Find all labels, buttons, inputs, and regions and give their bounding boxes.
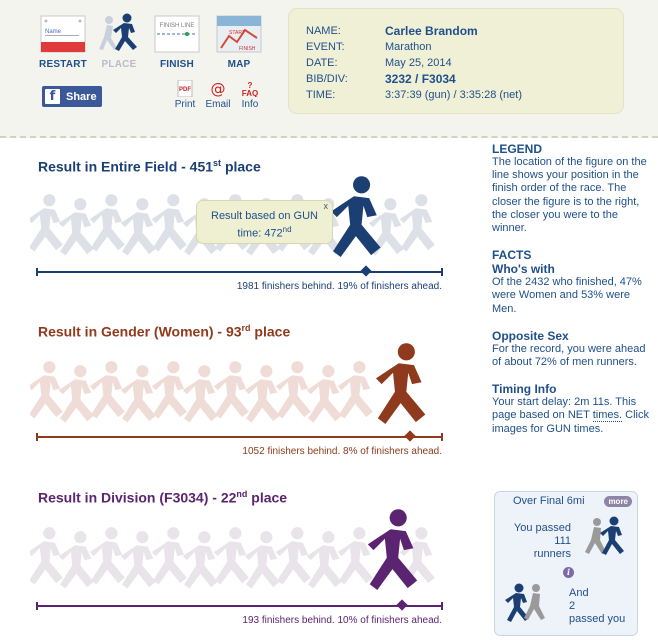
finish-label: FINISH — [160, 59, 194, 70]
ghost-runner-icon — [307, 365, 342, 422]
ghost-runner-icon — [90, 361, 125, 418]
race-bib-icon — [39, 12, 87, 56]
division-runner-crowd[interactable] — [30, 509, 450, 607]
field-position-track — [36, 271, 443, 273]
legend-heading: LEGEND — [492, 142, 543, 156]
print-label: Print — [174, 99, 196, 110]
share-label: Share — [66, 90, 97, 103]
map-button[interactable] — [214, 12, 264, 70]
print-button[interactable] — [168, 80, 202, 110]
gender-result-section — [30, 323, 450, 463]
pdf-icon — [174, 80, 196, 97]
division-behind-text: 193 finishers behind. 10% of finishers ahead. — [242, 615, 442, 626]
ghost-runner-icon — [59, 531, 94, 588]
ghost-runner-icon — [59, 198, 94, 255]
ghost-runner-icon — [30, 194, 63, 251]
ghost-runner-icon — [121, 365, 156, 422]
final-6mi-box — [494, 491, 638, 636]
passing-runners-icon — [581, 514, 631, 564]
ghost-runner-icon — [152, 194, 187, 251]
legend-text: The location of the figure on the line shows your position in the finish order of the race. The closer the figure is to the right, the closer you were to the winner. — [492, 156, 647, 235]
svg-text:FAQ: FAQ — [241, 89, 259, 97]
whos-with-text: Of the 2432 who finished, 47% were Women and 53% were Men. — [492, 276, 642, 315]
gun-tip-line-1: Result based on GUN — [211, 210, 318, 222]
ghost-runner-icon — [400, 194, 435, 251]
facebook-icon: f — [45, 89, 60, 104]
ghost-runner-icon — [183, 365, 218, 422]
runner-name: Carlee Brandom — [385, 24, 478, 38]
place-button[interactable] — [94, 12, 144, 70]
net-times-link[interactable]: times. — [592, 409, 623, 422]
passed-by-runners-icon — [503, 580, 553, 630]
ghost-runner-icon — [121, 531, 156, 588]
more-button[interactable]: more — [604, 496, 632, 507]
opposite-sex-heading: Opposite Sex — [492, 328, 569, 343]
email-button[interactable] — [201, 80, 235, 110]
ghost-runner-icon — [276, 361, 311, 418]
gender-result-title: Result in Gender (Women) - 93rd place — [38, 323, 291, 340]
map-label: MAP — [227, 59, 251, 70]
header-bar — [0, 0, 658, 138]
bib-label: BIB/DIV: — [306, 73, 348, 85]
ghost-runner-icon — [121, 198, 156, 255]
final-6mi-title: Over Final 6mi — [513, 495, 585, 507]
gun-tip-line-2: time: 472nd — [237, 225, 292, 240]
name-label: NAME: — [306, 25, 341, 37]
close-icon[interactable]: x — [323, 201, 328, 211]
event-value: Marathon — [385, 41, 432, 53]
ghost-runner-icon — [183, 531, 218, 588]
restart-label: RESTART — [39, 59, 87, 70]
bib-value: 3232 / F3034 — [385, 72, 456, 86]
facebook-share-button[interactable] — [42, 86, 102, 107]
svg-text:PDF: PDF — [179, 87, 191, 93]
timing-info-heading: Timing Info — [492, 382, 557, 397]
ghost-runner-icon — [245, 365, 280, 422]
field-behind-text: 1981 finishers behind. 19% of finishers ahead. — [236, 281, 442, 292]
svg-text:FINISH: FINISH — [239, 46, 256, 52]
info-icon[interactable]: i — [563, 567, 574, 578]
ghost-runner-icon — [30, 527, 63, 584]
info-label: Info — [241, 99, 259, 110]
passed-runners-text: You passed 111 runners — [513, 522, 571, 560]
ghost-runner-icon — [338, 527, 373, 584]
svg-text:@: @ — [210, 80, 226, 97]
email-icon — [206, 80, 230, 97]
gender-position-track — [36, 436, 443, 438]
ghost-runner-icon — [30, 361, 63, 418]
ghost-runner-icon — [245, 531, 280, 588]
faq-icon — [238, 80, 262, 97]
svg-text:?: ? — [247, 81, 253, 90]
finish-line-icon — [153, 12, 201, 56]
restart-button[interactable] — [38, 12, 88, 70]
runner-icon — [376, 343, 425, 424]
ghost-runner-icon — [307, 531, 342, 588]
timing-info-text: Your start delay: 2m 11s. This page based on NET times. Click images for GUN times. — [492, 396, 649, 435]
course-map-icon — [215, 12, 263, 56]
facts-heading: FACTS — [492, 248, 532, 263]
ghost-runner-icon — [338, 361, 373, 418]
ghost-runner-icon — [90, 194, 125, 251]
runner-place-icon — [95, 12, 143, 56]
runner-info-card — [288, 8, 624, 114]
whos-with-heading: Who's with — [492, 262, 555, 277]
ghost-runner-icon — [214, 527, 249, 584]
gun-time-tooltip — [196, 200, 333, 244]
runner-icon — [331, 176, 380, 257]
svg-text:START: START — [229, 30, 245, 36]
ghost-runner-icon — [152, 527, 187, 584]
svg-text:Name: Name — [45, 29, 62, 35]
division-position-track — [36, 605, 443, 607]
division-result-section — [30, 489, 450, 629]
date-label: DATE: — [306, 57, 338, 69]
info-sidebar — [492, 142, 652, 436]
passed-by-text: And 2 passed you — [569, 587, 626, 625]
email-label: Email — [205, 99, 231, 110]
field-result-title: Result in Entire Field - 451st place — [38, 158, 261, 175]
gender-runner-crowd[interactable] — [30, 343, 450, 441]
ghost-runner-icon — [214, 361, 249, 418]
info-button[interactable] — [233, 80, 267, 110]
date-value: May 25, 2014 — [385, 57, 452, 69]
ghost-runner-icon — [276, 527, 311, 584]
gender-behind-text: 1052 finishers behind. 8% of finishers ahead. — [242, 446, 442, 457]
time-value: 3:37:39 (gun) / 3:35:28 (net) — [385, 89, 522, 101]
place-label: PLACE — [101, 59, 137, 70]
ghost-runner-icon — [90, 527, 125, 584]
svg-text:FINISH LINE: FINISH LINE — [159, 23, 195, 29]
ghost-runner-icon — [59, 365, 94, 422]
finish-button[interactable] — [152, 12, 202, 70]
ghost-runner-icon — [152, 361, 187, 418]
division-result-title: Result in Division (F3034) - 22nd place — [38, 489, 288, 506]
opposite-sex-text: For the record, you were ahead of about 72% of men runners. — [492, 342, 646, 369]
time-label: TIME: — [306, 89, 336, 101]
event-label: EVENT: — [306, 41, 345, 53]
